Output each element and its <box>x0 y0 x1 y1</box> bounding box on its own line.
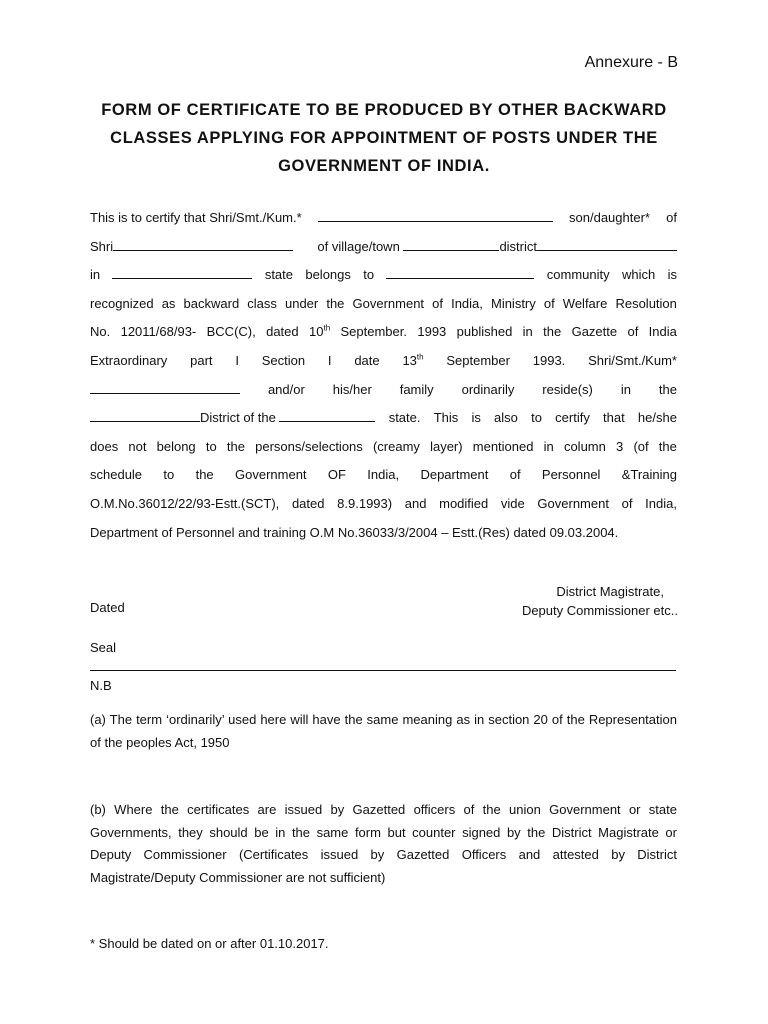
body-line: Extraordinary part I Section I date 13th September 1993. Shri/Smt./Kum* <box>90 352 677 368</box>
body-line: recognized as backward class under the Government of India, Ministry of Welfare Resolution <box>90 295 677 311</box>
note-b: (b) Where the certificates are issued by Gazetted officers of the union Government or state Governments, they should be in the same form but counter signed by the District Magistrate or Deputy Commissioner (Certificates issued by Gazetted Officers and attested by District Magistrate/Deputy Commissioner are not sufficient) <box>90 802 677 885</box>
body-line: O.M.No.36012/22/93-Estt.(SCT), dated 8.9.1993) and modified vide Government of India, <box>90 495 677 511</box>
body-line: This is to certify that Shri/Smt./Kum.* son/daughter* of <box>90 210 677 225</box>
body-line: schedule to the Government OF India, Department of Personnel &Training <box>90 467 677 483</box>
signatory-title: District Magistrate, <box>556 584 664 599</box>
annexure-label: Annexure - B <box>584 54 678 71</box>
nb-heading: N.B <box>90 678 112 693</box>
body-line: and/or his/her family ordinarily reside(s) in the <box>90 376 677 405</box>
signature-block <box>522 582 678 620</box>
title-line: GOVERNMENT OF INDIA. <box>278 157 490 175</box>
certificate-body <box>90 204 677 547</box>
footnote: * Should be dated on or after 01.10.2017. <box>90 936 329 951</box>
seal-label: Seal <box>90 640 117 655</box>
form-title <box>90 96 678 180</box>
title-line: CLASSES APPLYING FOR APPOINTMENT OF POSTS UNDER THE <box>110 129 658 147</box>
note-a: (a) The term ‘ordinarily’ used here will have the same meaning as in section 20 of the Representation of the peoples Act, 1950 <box>90 712 677 750</box>
body-line: No. 12011/68/93- BCC(C), dated 10th September. 1993 published in the Gazette of India <box>90 324 677 340</box>
residence-district-blank <box>90 408 200 422</box>
village-blank <box>403 237 499 251</box>
divider <box>90 670 676 671</box>
body-line: does not belong to the persons/selections (creamy layer) mentioned in column 3 (of the <box>90 438 677 454</box>
residence-state-blank <box>279 408 375 422</box>
body-line: Shri of village/town district <box>90 233 677 262</box>
title-line: FORM OF CERTIFICATE TO BE PRODUCED BY OTHER BACKWARD <box>101 101 667 119</box>
name-blank <box>318 208 553 222</box>
dated-label: Dated <box>90 600 125 615</box>
community-blank <box>386 265 534 279</box>
body-line: Department of Personnel and training O.M No.36033/3/2004 – Estt.(Res) dated 09.03.2004. <box>90 524 619 540</box>
body-line: District of the state. This is also to certify that he/she <box>90 404 677 433</box>
state-blank <box>112 265 252 279</box>
body-line: in state belongs to community which is <box>90 267 677 283</box>
father-name-blank <box>113 237 293 251</box>
residence-blank <box>90 380 240 394</box>
signatory-subtitle: Deputy Commissioner etc.. <box>521 603 678 618</box>
district-blank <box>537 237 677 251</box>
